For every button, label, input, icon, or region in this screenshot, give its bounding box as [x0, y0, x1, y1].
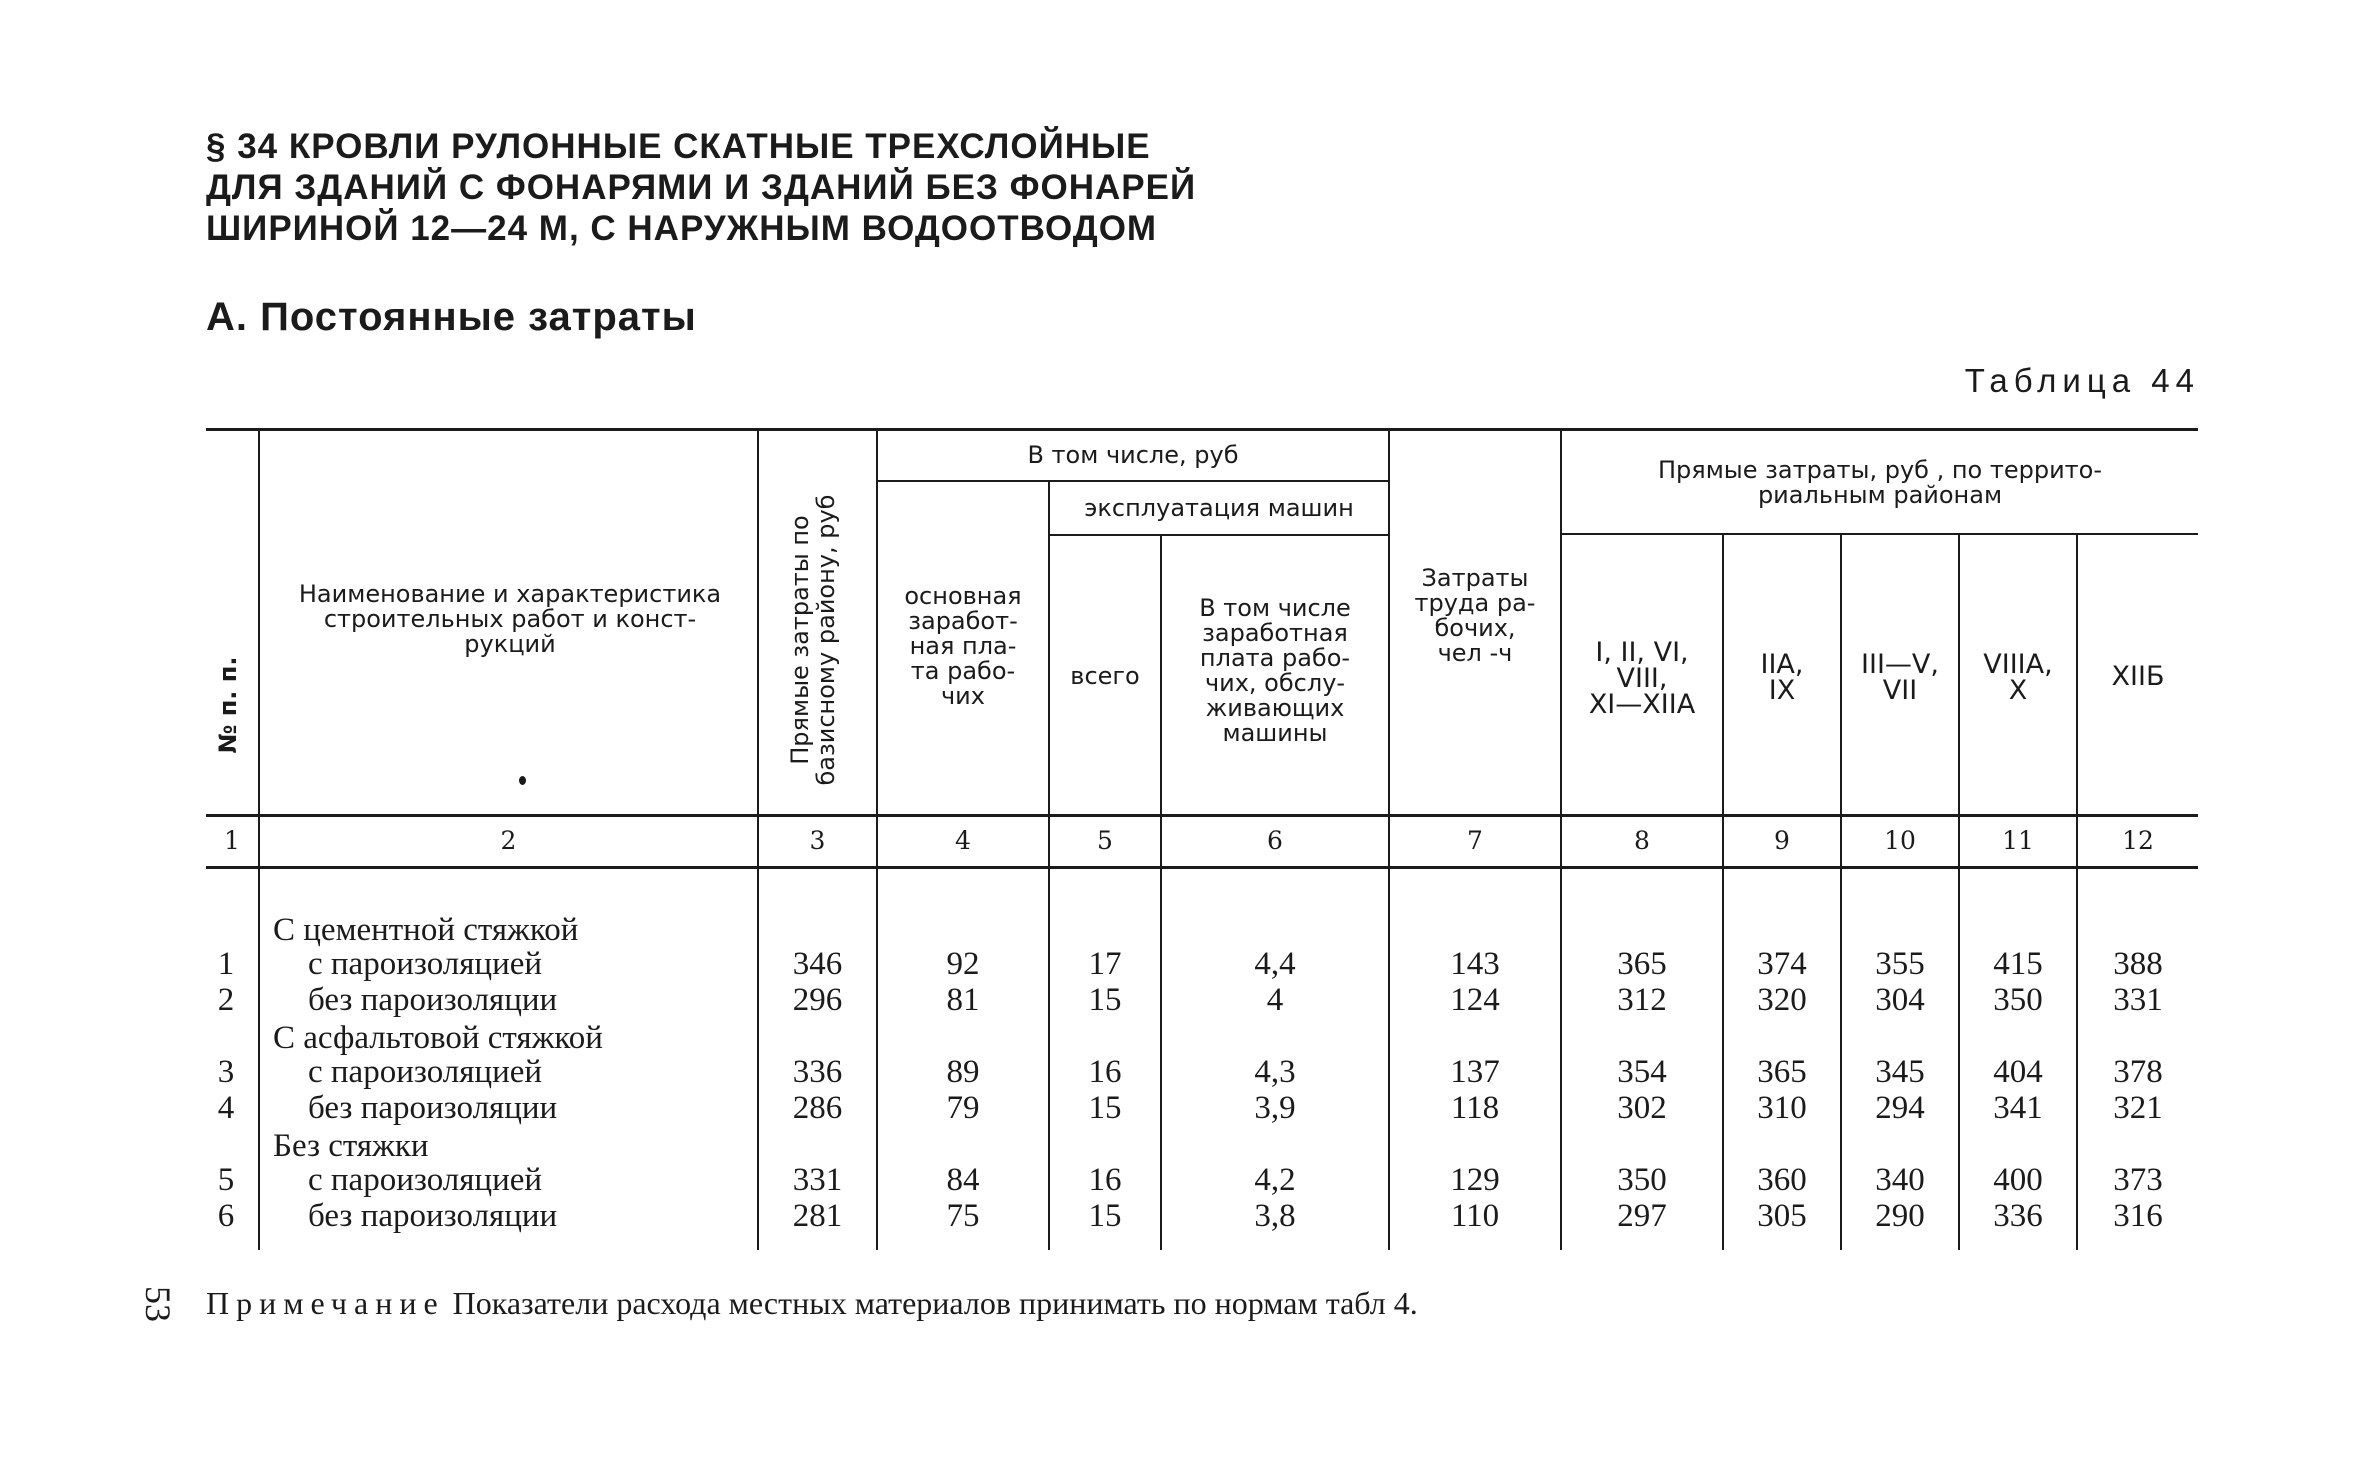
header-bottom-rule [206, 814, 2198, 817]
cell-c6: 4,3 [1254, 1054, 1296, 1090]
cell-c9: 305 [1757, 1198, 1807, 1234]
cell-c12: 378 [2113, 1054, 2163, 1090]
cell-c3: 331 [792, 1162, 843, 1198]
header-row-number: № п. п. [214, 656, 242, 754]
header-region-10: III—V, VII [1861, 649, 1939, 706]
cell-c10: 304 [1875, 982, 1925, 1018]
cell-c7: 118 [1450, 1090, 1500, 1126]
page-number: 53 [138, 1286, 178, 1322]
cell-c8: 350 [1617, 1162, 1667, 1198]
cell-c8: 365 [1617, 946, 1667, 982]
machines-rule [1048, 534, 1388, 536]
cell-c4: 89 [946, 1054, 980, 1090]
cell-c12: 373 [2113, 1162, 2163, 1198]
title-line-2: ДЛЯ ЗДАНИЙ С ФОНАРЯМИ И ЗДАНИЙ БЕЗ ФОНАРЕЙ [206, 168, 1197, 207]
row-name: с пароизоляцией [308, 946, 543, 982]
cell-c11: 336 [1993, 1198, 2043, 1234]
cell-c7: 110 [1450, 1198, 1500, 1234]
group-label: Без стяжки [273, 1128, 429, 1164]
cell-c8: 297 [1617, 1198, 1667, 1234]
col-number: 12 [2122, 826, 2154, 855]
cell-c5: 15 [1088, 982, 1122, 1018]
header-base-cost: Прямые затраты по базисному району, руб [786, 494, 840, 786]
col-number: 5 [1097, 826, 1113, 855]
cell-c11: 404 [1993, 1054, 2043, 1090]
cell-c4: 92 [946, 946, 980, 982]
row-number: 6 [217, 1198, 235, 1234]
cell-c8: 302 [1617, 1090, 1667, 1126]
bullet-mark [519, 776, 526, 785]
header-region-11: VIIIА, X [1983, 649, 2053, 706]
regions-rule [1560, 533, 2198, 535]
subsection-title: А. Постоянные затраты [206, 295, 697, 339]
row-name: без пароизоляции [308, 1198, 558, 1234]
header-region-12: XIIБ [2111, 661, 2165, 692]
col-number: 11 [2002, 826, 2034, 855]
cell-c3: 336 [792, 1054, 843, 1090]
cell-c3: 346 [792, 946, 843, 982]
section-title [206, 126, 1196, 249]
cell-c5: 17 [1088, 946, 1122, 982]
col-divider [2076, 535, 2078, 1250]
col-number: 1 [224, 826, 240, 855]
cell-c7: 137 [1450, 1054, 1500, 1090]
cell-c12: 321 [2113, 1090, 2163, 1126]
cell-c3: 286 [792, 1090, 843, 1126]
cell-c7: 124 [1450, 982, 1500, 1018]
col-number: 7 [1467, 826, 1483, 855]
cell-c11: 400 [1993, 1162, 2043, 1198]
cell-c12: 331 [2113, 982, 2163, 1018]
header-including: В том числе, руб [1027, 441, 1239, 469]
note-text: Показатели расхода местных материалов принимать по нормам табл 4. [452, 1285, 1418, 1321]
row-number: 1 [217, 946, 235, 982]
row-number: 4 [217, 1090, 235, 1126]
cell-c5: 15 [1088, 1198, 1122, 1234]
header-machine-wage: В том числе заработная плата рабо- чих, обслу- живающих машины [1199, 594, 1351, 747]
col-number: 2 [500, 826, 517, 855]
col-number: 6 [1267, 826, 1283, 855]
cell-c10: 340 [1875, 1162, 1925, 1198]
cell-c4: 75 [946, 1198, 980, 1234]
col-number: 8 [1634, 826, 1650, 855]
col-number: 4 [955, 826, 971, 855]
note-label: Примечание [206, 1285, 445, 1321]
cell-c10: 294 [1875, 1090, 1925, 1126]
cell-c10: 290 [1875, 1198, 1925, 1234]
cell-c11: 350 [1993, 982, 2043, 1018]
row-name: без пароизоляции [308, 982, 558, 1018]
header-total: всего [1070, 662, 1140, 690]
cell-c9: 374 [1757, 946, 1807, 982]
cell-c12: 316 [2113, 1198, 2163, 1234]
cell-c6: 4,4 [1254, 946, 1296, 982]
cell-c4: 79 [946, 1090, 980, 1126]
colnum-bottom-rule [206, 866, 2198, 869]
col-number: 9 [1774, 826, 1790, 855]
cell-c6: 3,8 [1254, 1198, 1296, 1234]
cell-c7: 143 [1450, 946, 1500, 982]
cell-c4: 84 [946, 1162, 980, 1198]
row-number: 2 [217, 982, 235, 1018]
incl-rule [876, 480, 1388, 482]
footnote [206, 1285, 1418, 1322]
cell-c9: 320 [1757, 982, 1807, 1018]
cell-c10: 355 [1875, 946, 1925, 982]
title-line-3: ШИРИНОЙ 12—24 М, С НАРУЖНЫМ ВОДООТВОДОМ [206, 209, 1158, 248]
row-number: 3 [217, 1054, 235, 1090]
cell-c4: 81 [946, 982, 980, 1018]
cell-c3: 281 [792, 1198, 843, 1234]
cell-c10: 345 [1875, 1054, 1925, 1090]
col-number: 3 [809, 826, 826, 855]
row-name: с пароизоляцией [308, 1054, 543, 1090]
col-divider [1048, 482, 1050, 1250]
cell-c9: 360 [1757, 1162, 1807, 1198]
col-divider [1840, 535, 1842, 1250]
header-name: Наименование и характеристика строительных работ и конст- рукций [298, 580, 722, 658]
col-divider [1722, 535, 1724, 1250]
header-machines: эксплуатация машин [1084, 494, 1354, 522]
cell-c6: 4,2 [1254, 1162, 1296, 1198]
cell-c9: 310 [1757, 1090, 1807, 1126]
cell-c12: 388 [2113, 946, 2163, 982]
row-name: с пароизоляцией [308, 1162, 543, 1198]
table-label: Таблица 44 [1964, 362, 2200, 399]
cell-c9: 365 [1757, 1054, 1807, 1090]
row-name: без пароизоляции [308, 1090, 558, 1126]
cell-c3: 296 [792, 982, 843, 1018]
cell-c11: 341 [1993, 1090, 2043, 1126]
cell-c7: 129 [1450, 1162, 1500, 1198]
cell-c5: 16 [1088, 1162, 1122, 1198]
header-regions: Прямые затраты, руб , по террито- риальным районам [1657, 456, 2102, 509]
row-number: 5 [217, 1162, 235, 1198]
header-base-wage: основная заработ- ная пла- та рабо- чих [904, 582, 1022, 710]
header-region-8: I, II, VI, VIII, XI—XIIA [1588, 637, 1696, 720]
title-line-1: § 34 КРОВЛИ РУЛОННЫЕ СКАТНЫЕ ТРЕХСЛОЙНЫЕ [206, 127, 1151, 166]
header-region-9: IIА, IX [1760, 649, 1804, 706]
cell-c6: 3,9 [1254, 1090, 1296, 1126]
cell-c11: 415 [1993, 946, 2043, 982]
header-labor: Затраты труда ра- бочих, чел -ч [1414, 564, 1536, 667]
group-label: С цементной стяжкой [273, 912, 579, 948]
col-divider [1958, 535, 1960, 1250]
cell-c5: 16 [1088, 1054, 1122, 1090]
cell-c5: 15 [1088, 1090, 1122, 1126]
group-label: С асфальтовой стяжкой [273, 1020, 603, 1056]
cell-c6: 4 [1266, 982, 1284, 1018]
table-top-rule [206, 428, 2198, 431]
cell-c8: 312 [1617, 982, 1667, 1018]
cell-c8: 354 [1617, 1054, 1667, 1090]
col-number: 10 [1884, 826, 1916, 855]
